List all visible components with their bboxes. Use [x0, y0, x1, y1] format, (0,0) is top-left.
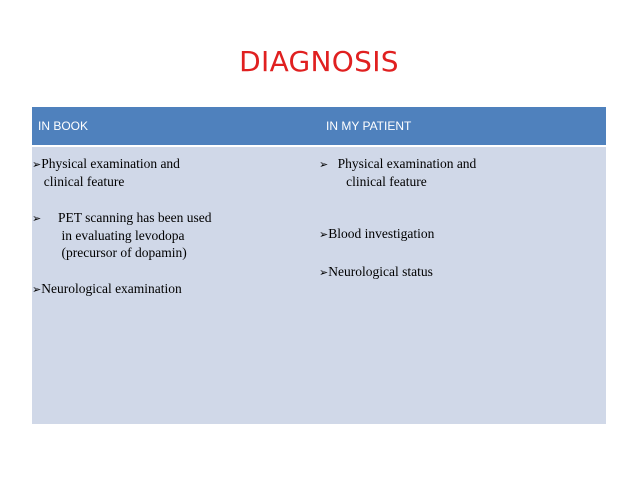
table-header-row	[32, 107, 606, 147]
list-item-neurological-status: ➢Neurological status	[319, 264, 433, 279]
list-item-physical-examination-patient: ➢ Physical examination and clinical feature	[319, 156, 477, 189]
diagnosis-table	[32, 107, 606, 424]
arrow-bullet-icon: ➢	[32, 158, 42, 171]
header-in-book: IN BOOK	[38, 119, 89, 133]
list-item-neurological-examination: ➢Neurological examination	[32, 281, 182, 296]
arrow-bullet-icon: ➢	[319, 228, 329, 241]
arrow-bullet-icon: ➢	[319, 266, 329, 279]
in-my-patient-cell	[319, 147, 606, 424]
list-item-pet-scanning: ➢ PET scanning has been used in evaluating levodopa (precursor of dopamin)	[32, 210, 212, 260]
table-body-row	[32, 147, 606, 424]
header-in-my-patient: IN MY PATIENT	[326, 119, 412, 133]
list-item-blood-investigation: ➢Blood investigation	[319, 226, 435, 241]
arrow-bullet-icon: ➢	[32, 212, 42, 225]
arrow-bullet-icon: ➢	[32, 283, 42, 296]
in-book-cell	[32, 147, 319, 424]
arrow-bullet-icon: ➢	[319, 158, 329, 171]
slide-title: DIAGNOSIS	[239, 45, 399, 78]
list-item-physical-examination: ➢Physical examination and clinical feature	[32, 156, 180, 189]
